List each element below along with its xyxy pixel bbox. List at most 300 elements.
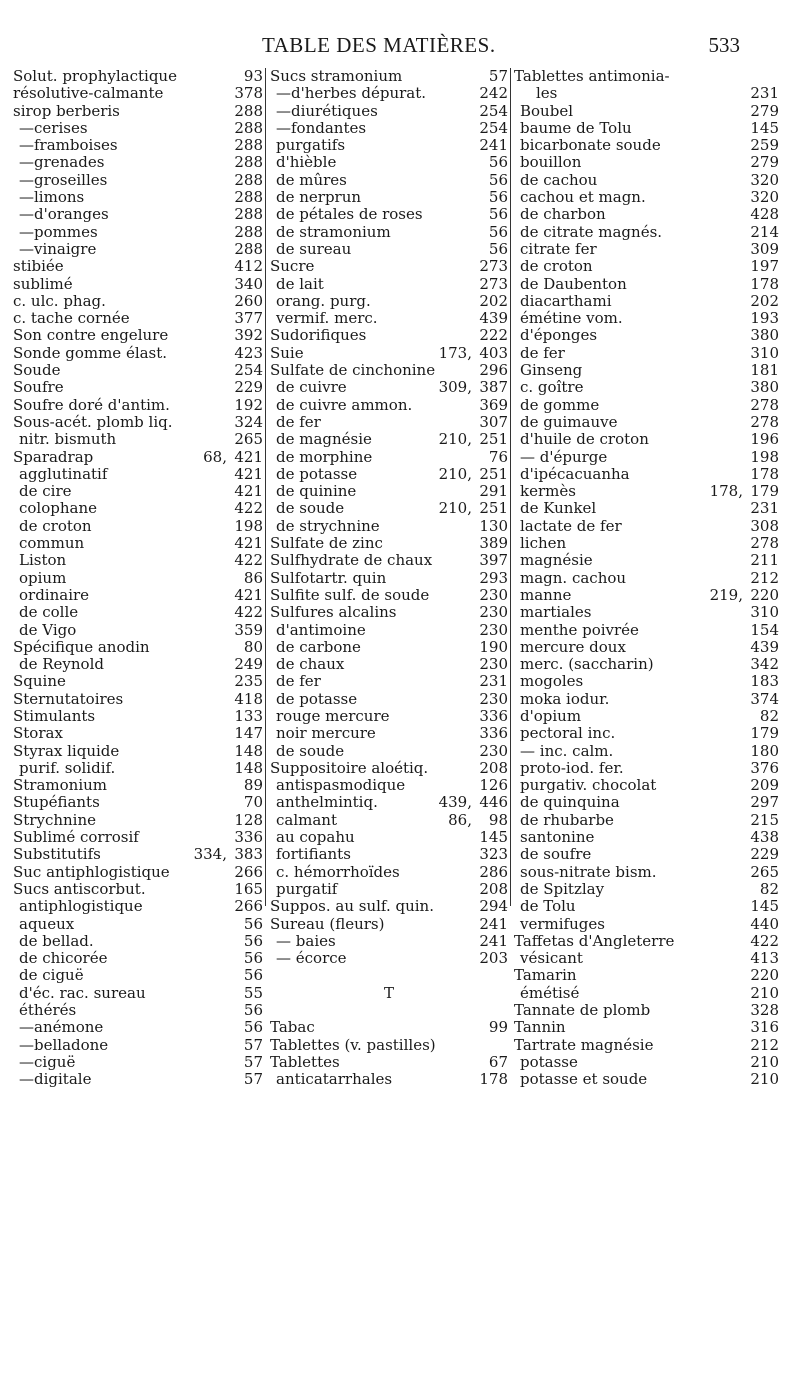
index-entry bbox=[270, 483, 508, 500]
index-entry bbox=[514, 760, 779, 777]
entry-pages: 251 bbox=[479, 499, 508, 518]
index-entry bbox=[13, 137, 263, 154]
entry-pages: 383 bbox=[234, 845, 263, 864]
entry-pages: 202 bbox=[750, 291, 779, 310]
entry-term: diacarthami bbox=[520, 291, 612, 310]
entry-pages: 278 bbox=[750, 534, 779, 553]
entry-pages: 259 bbox=[750, 136, 779, 155]
entry-term: de cachou bbox=[520, 170, 598, 189]
index-entry bbox=[514, 950, 779, 967]
index-entry bbox=[514, 206, 779, 223]
index-entry bbox=[13, 397, 263, 414]
entry-term: de chaux bbox=[276, 655, 345, 674]
entry-pages: 273 bbox=[479, 274, 508, 293]
entry-pages: 254 bbox=[479, 118, 508, 137]
entry-pages: 55 bbox=[243, 983, 263, 1002]
entry-pages: 178 bbox=[750, 274, 779, 293]
entry-pages: 288 bbox=[234, 222, 263, 241]
index-entry bbox=[270, 535, 508, 552]
entry-term: Sucre bbox=[270, 257, 315, 276]
index-entry bbox=[13, 708, 263, 725]
entry-pages-extra: 219, bbox=[709, 585, 743, 604]
entry-pages: 179 bbox=[750, 724, 779, 743]
entry-term: de potasse bbox=[276, 689, 358, 708]
index-entry bbox=[514, 673, 779, 690]
entry-term: ordinaire bbox=[19, 585, 90, 604]
index-entry bbox=[13, 743, 263, 760]
entry-pages: 422 bbox=[234, 603, 263, 622]
index-entry bbox=[270, 466, 508, 483]
entry-term: Storax bbox=[13, 724, 63, 743]
index-entry bbox=[514, 587, 779, 604]
entry-term: de rhubarbe bbox=[520, 810, 614, 829]
index-entry bbox=[514, 68, 779, 85]
entry-term: rouge mercure bbox=[276, 706, 390, 725]
index-entry bbox=[514, 691, 779, 708]
entry-term: Tamarin bbox=[514, 966, 577, 985]
index-column-2 bbox=[270, 68, 508, 1089]
entry-pages: 193 bbox=[750, 309, 779, 328]
entry-term: magn. cachou bbox=[520, 568, 627, 587]
entry-pages: 288 bbox=[234, 118, 263, 137]
index-entry bbox=[13, 1019, 263, 1036]
entry-pages: 273 bbox=[479, 257, 508, 276]
entry-term: baume de Tolu bbox=[520, 118, 632, 137]
index-entry bbox=[270, 656, 508, 673]
entry-pages: 231 bbox=[479, 672, 508, 691]
index-entry bbox=[514, 1019, 779, 1036]
entry-term: Liston bbox=[19, 551, 67, 570]
entry-term: —grenades bbox=[19, 153, 105, 172]
index-entry bbox=[514, 327, 779, 344]
index-entry bbox=[270, 414, 508, 431]
index-entry bbox=[270, 691, 508, 708]
entry-term: d'éponges bbox=[520, 326, 598, 345]
entry-pages: 192 bbox=[234, 395, 263, 414]
entry-term: de nerprun bbox=[276, 188, 362, 207]
entry-term: de colle bbox=[19, 603, 79, 622]
entry-pages: 231 bbox=[750, 84, 779, 103]
column-divider bbox=[510, 68, 511, 906]
entry-term: Sternutatoires bbox=[13, 689, 124, 708]
entry-pages: 423 bbox=[234, 343, 263, 362]
index-entry bbox=[13, 985, 263, 1002]
index-entry bbox=[514, 362, 779, 379]
entry-pages: 56 bbox=[243, 949, 263, 968]
entry-term: —d'oranges bbox=[19, 205, 109, 224]
entry-pages: 279 bbox=[750, 101, 779, 120]
entry-pages: 376 bbox=[750, 758, 779, 777]
entry-pages: 288 bbox=[234, 205, 263, 224]
entry-term: —anémone bbox=[19, 1018, 104, 1037]
entry-term: de potasse bbox=[276, 464, 358, 483]
entry-term: émétine vom. bbox=[520, 309, 623, 328]
entry-term: de strychnine bbox=[276, 516, 380, 535]
entry-pages-extra: 86, bbox=[448, 810, 472, 829]
entry-pages: 56 bbox=[488, 153, 508, 172]
entry-pages: 56 bbox=[243, 1018, 263, 1037]
index-entry bbox=[270, 985, 508, 1002]
entry-term: de cuivre ammon. bbox=[276, 395, 413, 414]
page-number: 533 bbox=[708, 33, 740, 57]
index-entry bbox=[13, 500, 263, 517]
index-entry bbox=[514, 310, 779, 327]
index-entry bbox=[13, 103, 263, 120]
entry-term: Sucs stramonium bbox=[270, 67, 403, 85]
index-entry bbox=[13, 812, 263, 829]
entry-term: de fer bbox=[276, 412, 321, 431]
index-entry bbox=[514, 967, 779, 984]
entry-pages: 241 bbox=[479, 931, 508, 950]
entry-term: de bellad. bbox=[19, 931, 94, 950]
index-entry bbox=[13, 431, 263, 448]
entry-pages: 231 bbox=[750, 499, 779, 518]
entry-term: vésicant bbox=[520, 949, 583, 968]
entry-term: Sucs antiscorbut. bbox=[13, 879, 146, 898]
index-entry bbox=[270, 68, 508, 85]
entry-pages: 56 bbox=[243, 1001, 263, 1020]
entry-term: de guimauve bbox=[520, 412, 618, 431]
entry-pages: 210 bbox=[750, 1070, 779, 1089]
entry-term: santonine bbox=[520, 828, 595, 847]
entry-pages: 57 bbox=[243, 1052, 263, 1071]
entry-term: de quinquina bbox=[520, 793, 620, 812]
index-entry bbox=[13, 898, 263, 915]
index-entry bbox=[13, 276, 263, 293]
index-entry bbox=[514, 397, 779, 414]
entry-pages: 209 bbox=[750, 776, 779, 795]
entry-pages: 198 bbox=[234, 516, 263, 535]
entry-pages: 70 bbox=[243, 793, 263, 812]
entry-pages-extra: 439, bbox=[438, 793, 472, 812]
entry-term: d'opium bbox=[520, 706, 582, 725]
index-entry bbox=[270, 310, 508, 327]
index-entry bbox=[514, 794, 779, 811]
entry-pages: 230 bbox=[479, 655, 508, 674]
entry-term: de sureau bbox=[276, 239, 352, 258]
index-entry bbox=[270, 552, 508, 569]
entry-term: bicarbonate soude bbox=[520, 136, 661, 155]
entry-term: de Tolu bbox=[520, 897, 576, 916]
entry-term: lichen bbox=[520, 534, 567, 553]
entry-term: de soude bbox=[276, 499, 345, 518]
index-entry bbox=[270, 379, 508, 396]
entry-pages: 374 bbox=[750, 689, 779, 708]
index-entry bbox=[270, 172, 508, 189]
entry-pages: 380 bbox=[750, 378, 779, 397]
entry-term: Soude bbox=[13, 361, 61, 380]
entry-term: Stupéfiants bbox=[13, 793, 100, 812]
entry-pages: 340 bbox=[234, 274, 263, 293]
index-entry bbox=[514, 154, 779, 171]
entry-pages: 310 bbox=[750, 603, 779, 622]
index-entry bbox=[13, 206, 263, 223]
entry-term: orang. purg. bbox=[276, 291, 371, 310]
index-entry bbox=[13, 1002, 263, 1019]
index-entry bbox=[270, 206, 508, 223]
index-entry bbox=[13, 622, 263, 639]
entry-pages: 286 bbox=[479, 862, 508, 881]
entry-term: —belladone bbox=[19, 1035, 109, 1054]
entry-pages: 93 bbox=[243, 67, 263, 85]
entry-term: vermifuges bbox=[520, 914, 605, 933]
index-entry bbox=[270, 518, 508, 535]
index-entry bbox=[13, 85, 263, 102]
entry-term: potasse et soude bbox=[520, 1070, 648, 1089]
entry-term: purgativ. chocolat bbox=[520, 776, 657, 795]
entry-term: —groseilles bbox=[19, 170, 108, 189]
entry-pages: 249 bbox=[234, 655, 263, 674]
entry-term: Sureau (fleurs) bbox=[270, 914, 385, 933]
entry-pages: 56 bbox=[243, 914, 263, 933]
entry-term: Tannate de plomb bbox=[514, 1001, 651, 1020]
entry-term: lactate de fer bbox=[520, 516, 622, 535]
entry-term: de citrate magnés. bbox=[520, 222, 663, 241]
index-entry bbox=[514, 604, 779, 621]
entry-term: de Spitzlay bbox=[520, 879, 605, 898]
entry-term: — écorce bbox=[276, 949, 347, 968]
entry-pages-extra: 210, bbox=[438, 430, 472, 449]
index-entry bbox=[13, 362, 263, 379]
entry-term: pectoral inc. bbox=[520, 724, 616, 743]
index-entry bbox=[514, 829, 779, 846]
index-entry bbox=[13, 258, 263, 275]
entry-term: de lait bbox=[276, 274, 324, 293]
index-entry bbox=[270, 898, 508, 915]
entry-term: Tannin bbox=[514, 1018, 566, 1037]
entry-pages: 288 bbox=[234, 153, 263, 172]
index-entry bbox=[514, 725, 779, 742]
entry-pages: 291 bbox=[479, 482, 508, 501]
entry-pages: 320 bbox=[750, 170, 779, 189]
index-entry bbox=[270, 224, 508, 241]
entry-pages: 148 bbox=[234, 741, 263, 760]
entry-term: Substitutifs bbox=[13, 845, 101, 864]
entry-term: —ciguë bbox=[19, 1052, 76, 1071]
entry-pages: 147 bbox=[234, 724, 263, 743]
index-entry bbox=[13, 154, 263, 171]
entry-pages: 190 bbox=[479, 637, 508, 656]
index-entry bbox=[13, 345, 263, 362]
entry-pages: 56 bbox=[488, 239, 508, 258]
entry-term: martiales bbox=[520, 603, 592, 622]
entry-term: bouillon bbox=[520, 153, 582, 172]
entry-pages: 57 bbox=[243, 1035, 263, 1054]
entry-pages: 323 bbox=[479, 845, 508, 864]
entry-term: Sonde gomme élast. bbox=[13, 343, 168, 362]
entry-pages: 235 bbox=[234, 672, 263, 691]
entry-pages: 230 bbox=[479, 689, 508, 708]
entry-pages: 230 bbox=[479, 603, 508, 622]
entry-pages: 210 bbox=[750, 983, 779, 1002]
entry-pages: 178 bbox=[750, 464, 779, 483]
entry-pages: 422 bbox=[234, 499, 263, 518]
index-entry bbox=[514, 985, 779, 1002]
index-entry bbox=[514, 449, 779, 466]
index-entry bbox=[270, 570, 508, 587]
index-entry bbox=[270, 449, 508, 466]
index-entry bbox=[514, 916, 779, 933]
entry-pages: 288 bbox=[234, 101, 263, 120]
entry-pages: 294 bbox=[479, 897, 508, 916]
entry-pages: 397 bbox=[479, 551, 508, 570]
entry-term: Son contre engelure bbox=[13, 326, 169, 345]
entry-pages: 229 bbox=[750, 845, 779, 864]
entry-term: aqueux bbox=[19, 914, 75, 933]
index-entry bbox=[13, 570, 263, 587]
index-entry bbox=[270, 622, 508, 639]
index-entry bbox=[270, 345, 508, 362]
index-entry bbox=[13, 604, 263, 621]
entry-term: —diurétiques bbox=[276, 101, 378, 120]
entry-pages: 145 bbox=[750, 897, 779, 916]
entry-pages: 369 bbox=[479, 395, 508, 414]
index-entry bbox=[13, 310, 263, 327]
entry-pages: 389 bbox=[479, 534, 508, 553]
entry-term: de fer bbox=[520, 343, 565, 362]
entry-term: Suie bbox=[270, 343, 304, 362]
index-entry bbox=[13, 967, 263, 984]
index-entry bbox=[514, 85, 779, 102]
entry-pages: 56 bbox=[243, 966, 263, 985]
index-entry bbox=[270, 1019, 508, 1036]
entry-term: sublimé bbox=[13, 274, 73, 293]
entry-term: Soufre bbox=[13, 378, 64, 397]
entry-pages: 307 bbox=[479, 412, 508, 431]
entry-term: Solut. prophylactique bbox=[13, 67, 177, 85]
entry-term: anthelmintiq. bbox=[276, 793, 378, 812]
entry-pages: 418 bbox=[234, 689, 263, 708]
entry-pages: 82 bbox=[759, 879, 779, 898]
index-entry bbox=[13, 777, 263, 794]
entry-pages: 278 bbox=[750, 395, 779, 414]
entry-term: —fondantes bbox=[276, 118, 367, 137]
index-entry bbox=[270, 500, 508, 517]
index-entry bbox=[270, 431, 508, 448]
entry-pages: 260 bbox=[234, 291, 263, 310]
entry-pages-extra: 68, bbox=[203, 447, 227, 466]
index-entry bbox=[270, 137, 508, 154]
entry-term: calmant bbox=[276, 810, 337, 829]
entry-term: Sulfate de cinchonine bbox=[270, 361, 436, 380]
entry-pages: 98 bbox=[488, 810, 508, 829]
entry-term: —cerises bbox=[19, 118, 88, 137]
entry-term: Sulfite sulf. de soude bbox=[270, 585, 430, 604]
entry-term: magnésie bbox=[520, 551, 593, 570]
index-entry bbox=[514, 172, 779, 189]
entry-pages: 198 bbox=[750, 447, 779, 466]
entry-pages: 380 bbox=[750, 326, 779, 345]
entry-term: de ciguë bbox=[19, 966, 84, 985]
entry-term: d'ipécacuanha bbox=[520, 464, 630, 483]
entry-term: éthérés bbox=[19, 1001, 77, 1020]
index-entry bbox=[514, 708, 779, 725]
index-entry bbox=[13, 172, 263, 189]
index-entry bbox=[514, 276, 779, 293]
entry-pages: 251 bbox=[479, 464, 508, 483]
entry-term: Ginseng bbox=[520, 361, 583, 380]
entry-term: Tablettes bbox=[270, 1052, 340, 1071]
index-entry bbox=[13, 881, 263, 898]
index-entry bbox=[270, 881, 508, 898]
index-entry bbox=[514, 293, 779, 310]
index-entry bbox=[13, 189, 263, 206]
entry-term: d'hièble bbox=[276, 153, 337, 172]
entry-term: — baies bbox=[276, 931, 336, 950]
entry-pages: 215 bbox=[750, 810, 779, 829]
entry-term: cachou et magn. bbox=[520, 188, 646, 207]
entry-term: —d'herbes dépurat. bbox=[276, 84, 427, 103]
index-entry bbox=[270, 708, 508, 725]
entry-term: —framboises bbox=[19, 136, 118, 155]
index-entry bbox=[13, 293, 263, 310]
entry-term: antiphlogistique bbox=[19, 897, 143, 916]
entry-term: — d'épurge bbox=[520, 447, 608, 466]
entry-term: Sous-acét. plomb liq. bbox=[13, 412, 173, 431]
entry-term: opium bbox=[19, 568, 67, 587]
entry-term: —digitale bbox=[19, 1070, 92, 1089]
index-entry bbox=[514, 846, 779, 863]
index-entry bbox=[514, 777, 779, 794]
index-entry bbox=[270, 639, 508, 656]
entry-term: Tabac bbox=[270, 1018, 315, 1037]
index-entry bbox=[514, 881, 779, 898]
index-column-3 bbox=[514, 68, 779, 1089]
entry-pages: 241 bbox=[479, 914, 508, 933]
index-entry bbox=[13, 829, 263, 846]
index-entry bbox=[270, 327, 508, 344]
entry-term: noir mercure bbox=[276, 724, 376, 743]
entry-pages: 82 bbox=[759, 706, 779, 725]
entry-term: de carbone bbox=[276, 637, 361, 656]
entry-pages: 148 bbox=[234, 758, 263, 777]
index-entry bbox=[270, 1054, 508, 1071]
index-entry bbox=[514, 898, 779, 915]
entry-term: d'éc. rac. sureau bbox=[19, 983, 146, 1002]
index-entry bbox=[13, 639, 263, 656]
entry-term: de cuivre bbox=[276, 378, 347, 397]
entry-pages: 230 bbox=[479, 585, 508, 604]
entry-term: de Kunkel bbox=[520, 499, 597, 518]
entry-pages: 288 bbox=[234, 188, 263, 207]
entry-term: colophane bbox=[19, 499, 98, 518]
index-entry bbox=[13, 518, 263, 535]
index-entry bbox=[514, 1002, 779, 1019]
entry-pages: 378 bbox=[234, 84, 263, 103]
entry-pages: 208 bbox=[479, 879, 508, 898]
entry-pages: 57 bbox=[488, 67, 508, 85]
entry-term: Strychnine bbox=[13, 810, 97, 829]
index-entry bbox=[270, 397, 508, 414]
entry-term: de gomme bbox=[520, 395, 600, 414]
entry-pages: 308 bbox=[750, 516, 779, 535]
entry-pages-extra: 309, bbox=[438, 378, 472, 397]
entry-term: d'antimoine bbox=[276, 620, 366, 639]
entry-pages: 421 bbox=[234, 585, 263, 604]
entry-term: manne bbox=[520, 585, 572, 604]
entry-term: Taffetas d'Angleterre bbox=[514, 931, 675, 950]
entry-term: de pétales de roses bbox=[276, 205, 423, 224]
entry-term: Sulfate de zinc bbox=[270, 534, 383, 553]
index-entry bbox=[13, 673, 263, 690]
entry-term: Suppos. au sulf. quin. bbox=[270, 897, 434, 916]
entry-pages: 278 bbox=[750, 412, 779, 431]
entry-pages-extra: 334, bbox=[193, 845, 227, 864]
index-entry bbox=[13, 120, 263, 137]
entry-term: merc. (saccharin) bbox=[520, 655, 654, 674]
entry-pages: 133 bbox=[234, 706, 263, 725]
index-entry bbox=[270, 258, 508, 275]
